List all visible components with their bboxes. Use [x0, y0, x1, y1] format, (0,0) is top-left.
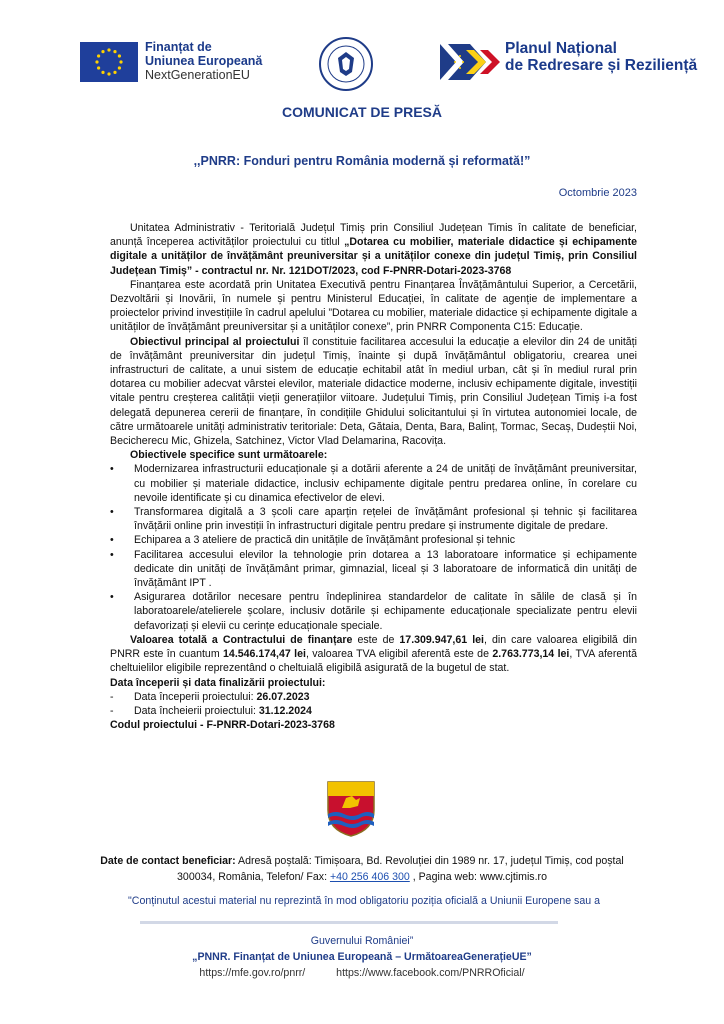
list-item: - Data încheierii proiectului: 31.12.2024 — [110, 704, 637, 718]
list-item: • Facilitarea accesului elevilor la tehnologie prin dotarea a 13 laboratoare informatice și echipamente dedicate din unități de învățământ primar, gimnazial, liceal și 3 laboratoare de informatică din unități de învățământ IPT . — [110, 548, 637, 591]
objectives-heading: Obiectivele specifice sunt următoarele: — [130, 449, 328, 462]
page-title: COMUNICAT DE PRESĂ — [282, 104, 442, 120]
mfe-link[interactable]: https://mfe.gov.ro/pnrr/ — [199, 967, 306, 979]
eu-funding-label: Finanțat de Uniunea Europeană NextGenerationEU — [145, 40, 263, 82]
list-item: • Modernizarea infrastructurii educaționale și a dotării aferente a 24 de unități de învățământ preuniversitar, cu mobilier și materiale didactice, inclusiv echipamente digitale pentru predarea online, în corelare cu nevoile identificate și cu dinamica efectivelor de elevi. — [110, 462, 637, 505]
footer-slogan: „PNNR. Finanțat de Uniunea Europeană – UrmătoareaGenerațieUE” — [192, 951, 532, 963]
press-release-body — [110, 221, 637, 732]
divider — [140, 921, 558, 924]
disclaimer-end: Guvernului României” — [310, 935, 414, 947]
pnrr-flag-icon — [440, 44, 500, 80]
publication-date: Octombrie 2023 — [558, 187, 637, 199]
disclaimer: "Conținutul acestui material nu reprezintă în mod obligatoriu poziția oficială a Uniunii Europene sau a — [128, 895, 600, 907]
dates-list — [110, 690, 637, 718]
contact-info: Date de contact beneficiar: Adresă poștală: Timișoara, Bd. Revoluției din 1989 nr. 17, județul Timiș, cod poștal 300034, România, Telefon/ Fax: +40 256 406 300 , Pagina web: www.cjtimis.ro — [100, 855, 624, 883]
project-code: Codul proiectului - F-PNRR-Dotari-2023-3768 — [110, 719, 335, 732]
page-subtitle: ,,PNRR: Fonduri pentru România modernă și reformată!” — [193, 154, 531, 168]
objectives-list — [110, 462, 637, 632]
list-item: - Data începerii proiectului: 26.07.2023 — [110, 690, 637, 704]
dates-heading: Data începerii și data finalizării proiectului: — [110, 676, 326, 689]
financing-paragraph: Finanțarea este acordată prin Unitatea Executivă pentru Finanțarea Învățământului Superior, a Cercetării, Dezvoltării și Inovării, în numele și pentru Ministerul Educației, în calitate de agenție de implementare a proiectelor privind investițiile în cadrul apelului ”Dotarea cu mobilier, materiale didactice și echipamente digitale a unităților de învățământ preuniversitar și a unităților conexe”, prin PNRR Componenta C15: Educație. — [110, 278, 638, 334]
phone-link[interactable]: +40 256 406 300 — [329, 871, 410, 883]
value-paragraph: Valoarea totală a Contractului de finanțare este de 17.309.947,61 lei, din care valoarea eligibilă din PNRR este în cuantum 14.546.174,47 lei, valoarea TVA eligibil aferentă este de 2.763.773,14 lei, TVA aferentă cheltuielilor eligibile reprezentând o cheltuială eligibilă asigurată de la bugetul de stat. — [110, 633, 638, 675]
government-seal-logo — [318, 36, 374, 92]
timis-county-crest — [326, 780, 376, 838]
eu-flag-logo — [80, 42, 138, 82]
list-item: • Echiparea a 3 ateliere de practică din unitățile de învățământ profesional și tehnic — [110, 533, 637, 547]
footer-links — [0, 967, 724, 979]
intro-paragraph: Unitatea Administrativ - Teritorială Județul Timiș prin Consiliul Județean Timis în calitate de beneficiar, anunță începerea activităților proiectului cu titlul „Dotarea cu mobilier, materiale didactice și echipamente digitale a unităților de învățământ preuniversitar și a unităților conexe din județul Timiș, prin Consiliul Județean Timiș” - contractul nr. Nr. 121DOT/2023, cod F-PNRR-Dotari-2023-3768 — [110, 222, 637, 277]
objective-paragraph: Obiectivul principal al proiectului îl constituie facilitarea accesului la educație a elevilor din 24 de unități de învățământ preuniversitar din județul Timiș, înainte și după învățământul obligatoriu, crearea unei infrastructuri de calitate, a unui sistem de educație echitabil atât în mediul urban, cât și în mediul rural prin dotarea cu mobilier adecvat vârstei elevilor, materiale didactice moderne, inclusiv echipamente digitale, investiții vitale pentru creșterea calității vieții generațiilor viitoare. Județului Timiș, prin Consiliul Județean Timiș i-a fost delegată depunerea cererii de finanțare, în condițiile Ghidului solicitantului și în virtutea autonomiei locale, de către următoarele unități administrativ teritoriale: Deta, Gătaia, Denta, Bara, Balinț, Tormac, Secaș, Dudeștii Noi, Becicherecu Mic, Ghizela, Satchinez, Victor Vlad Delamarina, Racovița. — [110, 335, 637, 448]
pnrr-label: Planul Național de Redresare și Reziliență — [505, 40, 698, 74]
facebook-link[interactable]: https://www.facebook.com/PNRROficial/ — [336, 967, 525, 979]
list-item: • Asigurarea dotărilor necesare pentru îndeplinirea standardelor de calitate în sălile de clasă și în laboratoarele/atelierele școlare, inclusiv dotările și echipamente educaționale specializate pentru elevii defavorizați și elevii cu cerințe educaționale speciale. — [110, 590, 637, 633]
list-item: • Transformarea digitală a 3 școli care aparțin rețelei de învățământ profesional și tehnic și facilitarea învățării online prin investiții în infrastructuri digitale pentru predare și instrumente digitale de predare. — [110, 505, 637, 533]
